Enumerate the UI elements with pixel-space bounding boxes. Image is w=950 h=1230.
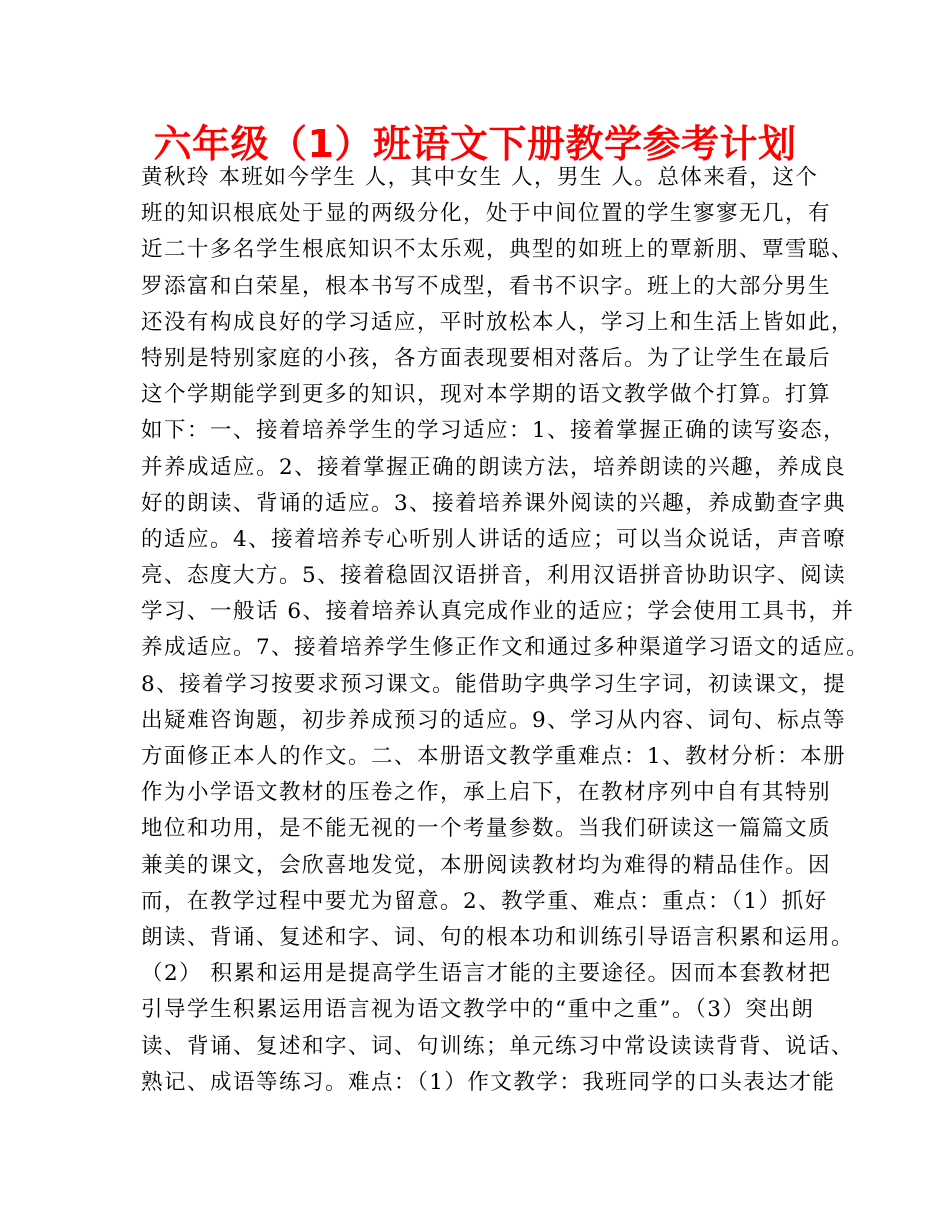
text-line: 罗添富和白荣星，根本书写不成型，看书不识字。班上的大部分男生 (141, 273, 832, 299)
text-line: 而，在教学过程中要尤为留意。2、教学重、难点：重点：（1）抓好 (141, 888, 828, 914)
text-line: 作为小学语文教材的压卷之作，承上启下，在教材序列中自有其特别 (141, 780, 832, 806)
text-line: 的适应。4、接着培养专心听别人讲话的适应；可以当众说话，声音嘹 (141, 526, 847, 552)
text-line: 还没有构成良好的学习适应，平时放松本人，学习上和生活上皆如此， (141, 309, 855, 335)
text-line: 熟记、成语等练习。难点：（1）作文教学：我班同学的口头表达才能 (141, 1069, 836, 1095)
text-line: 这个学期能学到更多的知识，现对本学期的语文教学做个打算。打算 (141, 382, 832, 408)
text-line: 兼美的课文，会欣喜地发觉，本册阅读教材均为难得的精品佳作。因 (141, 852, 832, 878)
text-line: 8、接着学习按要求预习课文。能借助字典学习生字词，初读课文，提 (141, 671, 847, 697)
text-line: 如下：一、接着培养学生的学习适应：1、接着掌握正确的读写姿态， (141, 418, 847, 444)
text-line: 地位和功用，是不能无视的一个考量参数。当我们研读这一篇篇文质 (141, 816, 832, 842)
text-line: 朗读、背诵、复述和字、词、句的根本功和训练引导语言积累和运用。 (141, 924, 855, 950)
text-line: 养成适应。7、接着培养学生修正作文和通过多种渠道学习语文的适应。 (141, 635, 870, 661)
text-line: 亮、态度大方。5、接着稳固汉语拼音，利用汉语拼音协助识字、阅读 (141, 563, 847, 589)
text-line: 读、背诵、复述和字、词、句训练；单元练习中常设读读背背、说话、 (141, 1033, 855, 1059)
text-line: 出疑难咨询题，初步养成预习的适应。9、学习从内容、词句、标点等 (141, 707, 847, 733)
text-line: 学习、一般话 6、接着培养认真完成作业的适应；学会使用工具书，并 (141, 599, 855, 625)
text-line: 黄秋玲 本班如今学生 人，其中女生 人，男生 人。总体来看，这个 (141, 165, 819, 190)
text-line: 班的知识根底处于显的两级分化，处于中间位置的学生寥寥无几，有 (141, 201, 832, 227)
text-line: 近二十多名学生根底知识不太乐观，典型的如班上的覃新朋、覃雪聪、 (141, 237, 855, 263)
text-line: 方面修正本人的作文。二、本册语文教学重难点：1、教材分析：本册 (141, 744, 847, 769)
document-body (141, 160, 870, 1101)
text-line: （2） 积累和运用是提高学生语言才能的主要途径。因而本套教材把 (141, 961, 832, 987)
document-title: 六年级（1）班语文下册教学参考计划 (153, 122, 797, 166)
text-line: 引导学生积累运用语言视为语文教学中的“重中之重”。（3）突出朗 (141, 997, 815, 1023)
text-line: 好的朗读、背诵的适应。3、接着培养课外阅读的兴趣，养成勤查字典 (141, 490, 847, 516)
text-line: 并养成适应。2、接着掌握正确的朗读方法，培养朗读的兴趣，养成良 (141, 454, 847, 480)
text-line: 特别是特别家庭的小孩，各方面表现要相对落后。为了让学生在最后 (141, 345, 832, 371)
